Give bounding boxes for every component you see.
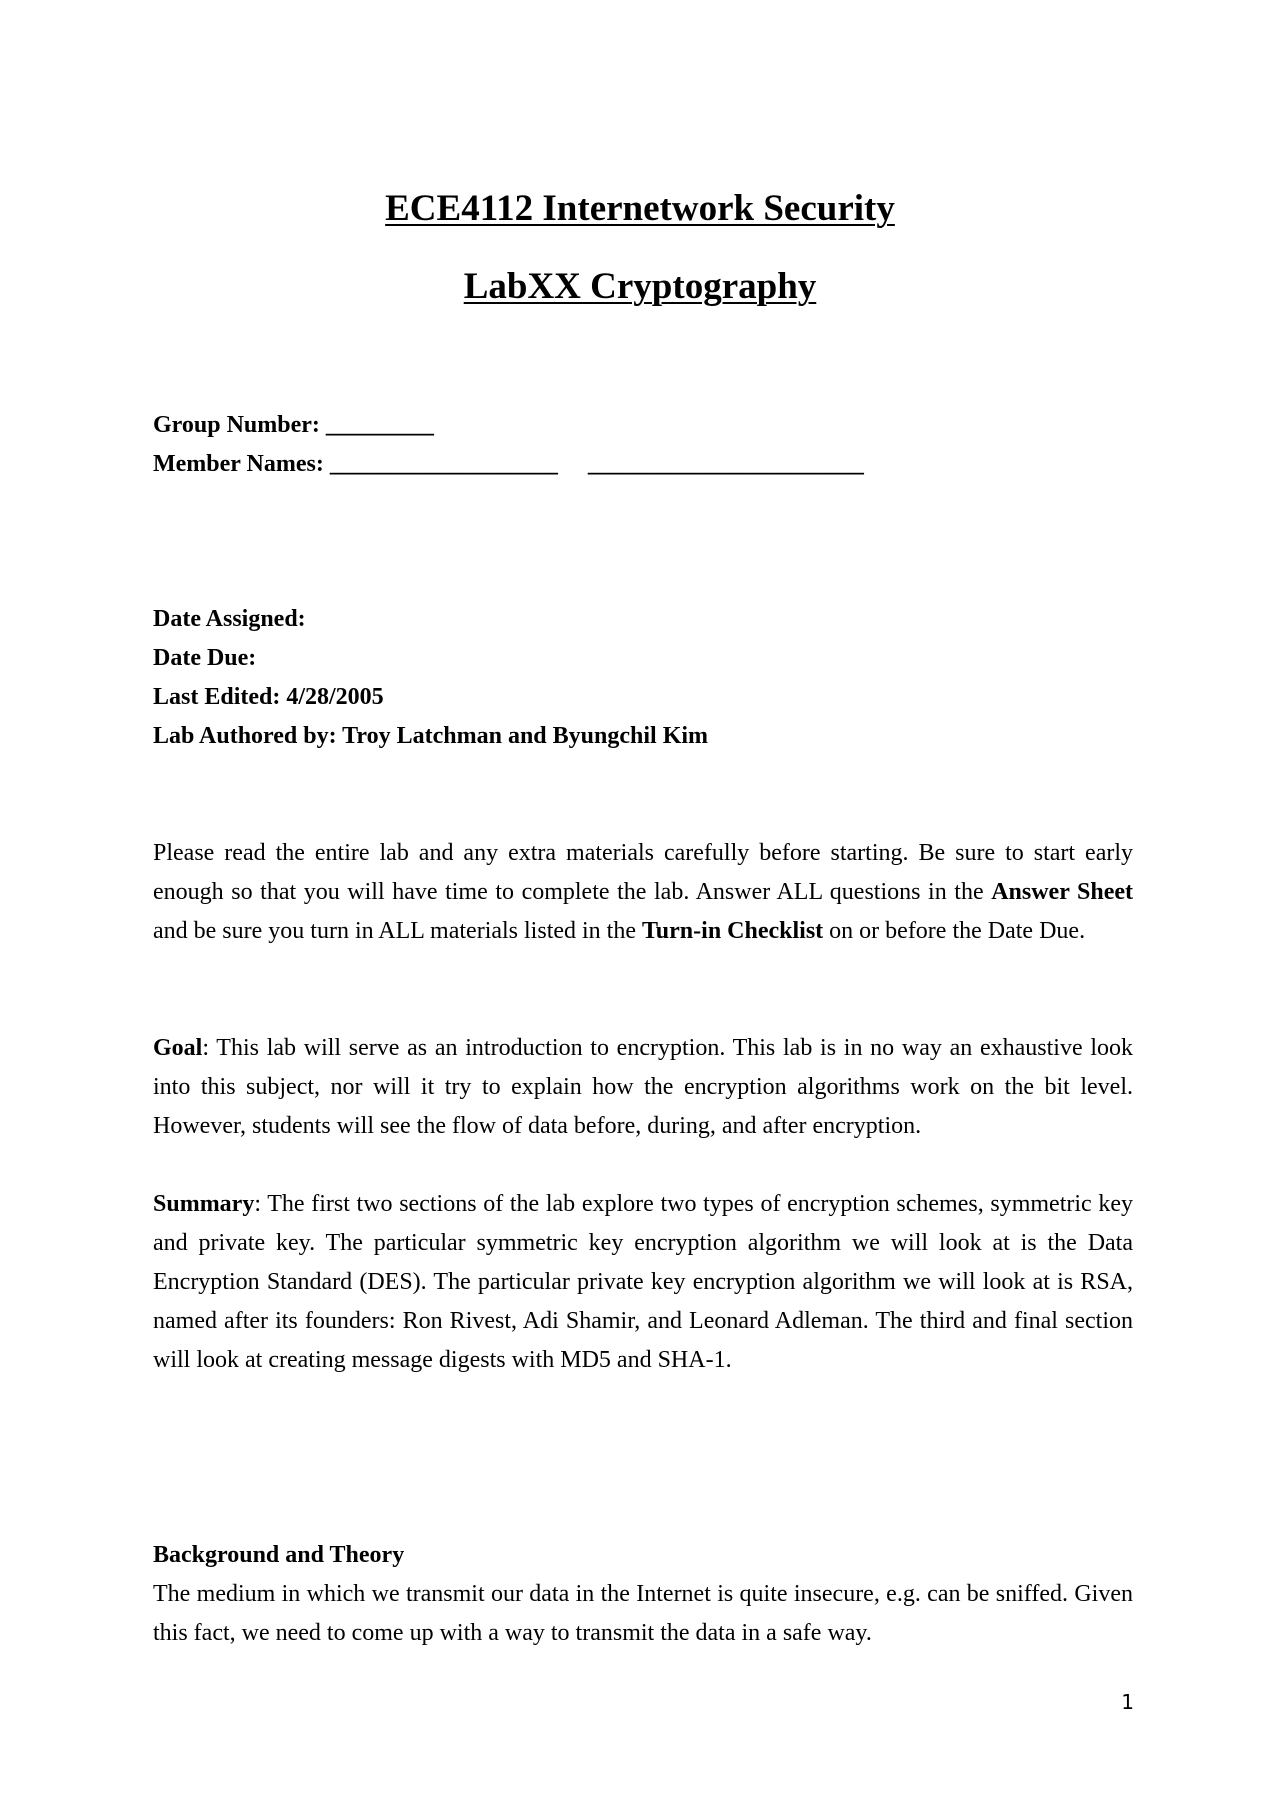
goal-label: Goal xyxy=(153,1035,203,1061)
member-names-blank-2: _______________________ xyxy=(587,451,864,477)
date-due: Date Due: xyxy=(153,645,257,671)
intro-paragraph xyxy=(153,834,1133,951)
form-fields xyxy=(153,406,864,484)
group-number-row xyxy=(153,406,864,445)
summary-label: Summary xyxy=(153,1191,255,1217)
intro-text-1: Please read the entire lab and any extra materials carefully before starting. Be sure to start early enough so that you will have time to complete the lab. Answer ALL questions in the xyxy=(153,840,1133,905)
intro-text-2: and be sure you turn in ALL materials listed in the xyxy=(153,918,642,944)
goal-paragraph xyxy=(153,1029,1133,1146)
summary-text: : The first two sections of the lab explore two types of encryption schemes, symmetric key and private key. The particular symmetric key encryption algorithm we will look at is the Data Encryption Standard (DES). The particular private key encryption algorithm we will look at is RSA, named after its founders: Ron Rivest, Adi Shamir, and Leonard Adleman. The third and final section will look at creating message digests with MD5 and SHA-1. xyxy=(153,1191,1133,1373)
member-names-label: Member Names: xyxy=(153,451,330,477)
course-title: ECE4112 Internetwork Security xyxy=(385,188,895,229)
date-assigned: Date Assigned: xyxy=(153,606,306,632)
background-paragraph: The medium in which we transmit our data in the Internet is quite insecure, e.g. can be sniffed. Given this fact, we need to come up with a way to transmit the data in a safe way. xyxy=(153,1581,1133,1646)
member-names-blank-1: ___________________ xyxy=(329,451,558,477)
answer-sheet-term: Answer Sheet xyxy=(991,879,1133,905)
lab-title: LabXX Cryptography xyxy=(463,266,817,307)
lab-authored-by: Lab Authored by: Troy Latchman and Byungchil Kim xyxy=(153,723,709,749)
last-edited: Last Edited: 4/28/2005 xyxy=(153,684,384,710)
group-number-label: Group Number: xyxy=(153,412,326,438)
turn-in-checklist-term: Turn-in Checklist xyxy=(642,918,824,944)
goal-text: : This lab will serve as an introduction to encryption. This lab is in no way an exhaustive look into this subject, nor will it try to explain how the encryption algorithms work on the bit level. However, students will see the flow of data before, during, and after encryption. xyxy=(153,1035,1133,1139)
page-number: 1 xyxy=(1121,1690,1134,1714)
group-number-blank: _________ xyxy=(325,412,434,438)
intro-text-3: on or before the Date Due. xyxy=(823,918,1086,944)
member-names-row xyxy=(153,445,864,484)
summary-paragraph xyxy=(153,1185,1133,1380)
lab-meta xyxy=(153,600,708,756)
background-heading: Background and Theory xyxy=(153,1542,405,1568)
